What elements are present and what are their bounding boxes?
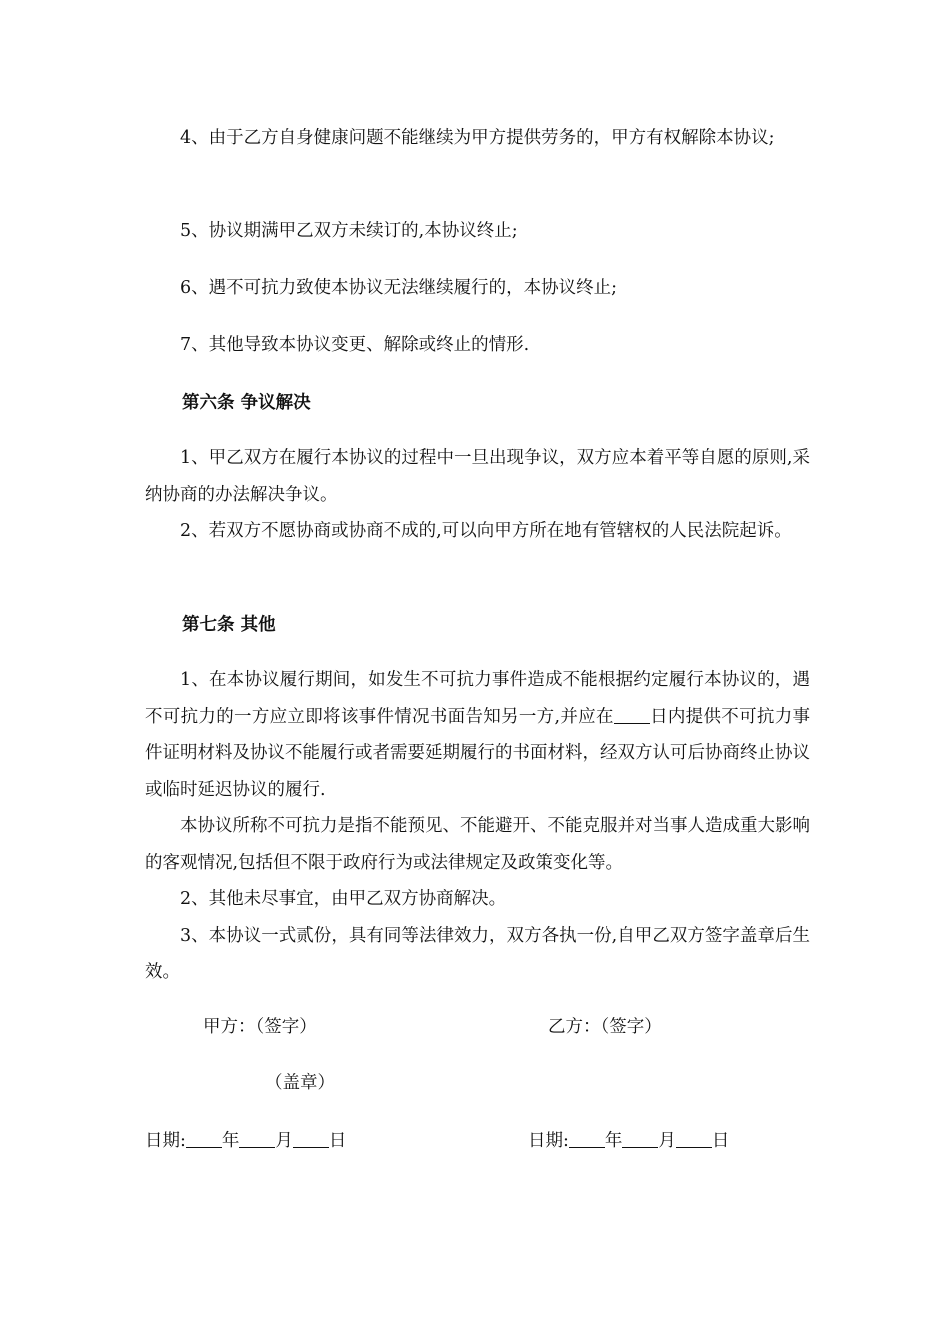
days-blank (614, 703, 650, 724)
article-7-heading: 第七条 其他 (182, 615, 276, 635)
article-6-body (145, 440, 810, 550)
month-blank (622, 1127, 658, 1148)
party-b-signature: 乙方：（签字） (548, 1017, 662, 1037)
clause-7-wrap (145, 327, 810, 364)
party-a-signature: 甲方：（签字） (203, 1017, 317, 1037)
day-blank (293, 1127, 329, 1148)
year-label: 年 (604, 1131, 623, 1151)
article-6-item-2: 2、若双方不愿协商或协商不成的,可以向甲方所在地有管辖权的人民法院起诉。 (180, 521, 792, 541)
party-b-date (528, 1126, 729, 1156)
year-blank (569, 1127, 605, 1148)
article-6-heading: 第六条 争议解决 (182, 393, 311, 413)
article-7-item-1-start: 1、在本协议履行期间，如发生不可抗力事件造成不能根据约定履行本协议的，遇不可抗力的一方应立即将该事件情况书面告知另一方,并应在 (145, 670, 810, 727)
clause-list-top (145, 120, 810, 157)
day-blank (676, 1127, 712, 1148)
clause-6: 6、遇不可抗力致使本协议无法继续履行的，本协议终止; (180, 278, 618, 298)
article-7-item-1-end: 日内提供不可抗力事件证明材料及协议不能履行或者需要延期履行的书面材料，经双方认可后协商终止协议或临时延迟协议的履行. (145, 706, 810, 800)
year-label: 年 (221, 1131, 240, 1151)
clause-5: 5、协议期满甲乙双方未续订的,本协议终止; (180, 221, 518, 241)
month-label: 月 (658, 1131, 676, 1151)
month-label: 月 (275, 1131, 293, 1151)
party-a-date (145, 1126, 346, 1156)
date-label: 日期: (145, 1131, 186, 1151)
clause-7: 7、其他导致本协议变更、解除或终止的情形. (180, 335, 530, 355)
article-6-item-1: 1、甲乙双方在履行本协议的过程中一旦出现争议，双方应本着平等自愿的原则,采纳协商的办法解决争议。 (145, 448, 810, 505)
clause-5-wrap (145, 213, 810, 250)
force-majeure-definition: 本协议所称不可抗力是指不能预见、不能避开、不能克服并对当事人造成重大影响的客观情况,包括但不限于政府行为或法律规定及政策变化等。 (145, 816, 810, 873)
clause-4: 4、由于乙方自身健康问题不能继续为甲方提供劳务的，甲方有权解除本协议; (180, 128, 775, 148)
article-7-item-3: 3、本协议一式贰份，具有同等法律效力，双方各执一份,自甲乙双方签字盖章后生效。 (145, 925, 810, 982)
clause-6-wrap (145, 270, 810, 307)
article-7-body (145, 662, 810, 991)
article-7-item-1 (145, 662, 810, 808)
day-label: 日 (328, 1131, 347, 1151)
month-blank (239, 1127, 275, 1148)
article-7-item-2: 2、其他未尽事宜，由甲乙双方协商解决。 (180, 889, 507, 909)
party-a-seal: （盖章） (265, 1073, 335, 1093)
day-label: 日 (711, 1131, 730, 1151)
year-blank (186, 1127, 222, 1148)
date-label: 日期: (528, 1131, 569, 1151)
